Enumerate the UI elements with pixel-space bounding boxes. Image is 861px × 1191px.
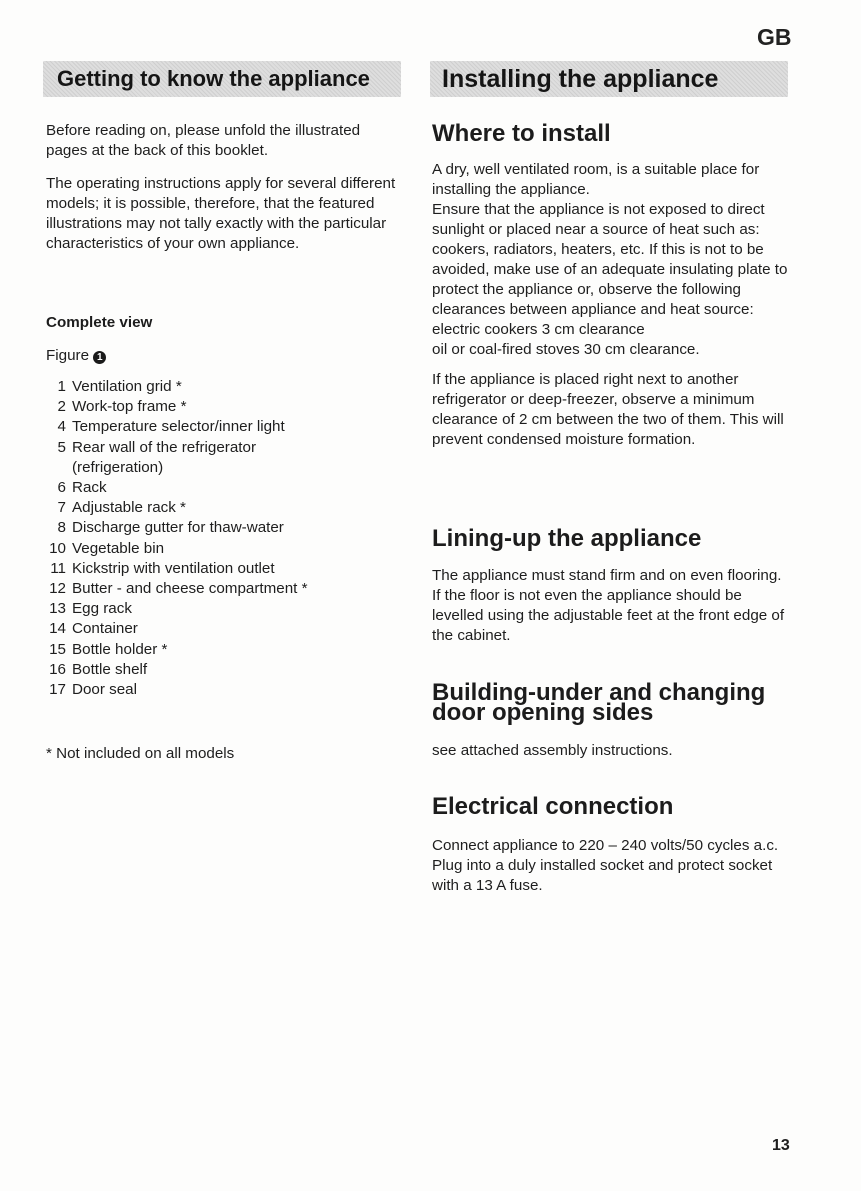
building-under-title: Building-under and changing door opening sides [432, 679, 766, 726]
section-heading-getting-to-know: Getting to know the appliance [43, 61, 401, 97]
list-item-number: 6 [57, 479, 66, 497]
list-item-text: Vegetable bin [72, 539, 165, 557]
list-item-text: Kickstrip with ventilation outlet [72, 559, 275, 577]
list-item [46, 599, 308, 619]
list-item-number: 1 [57, 378, 66, 395]
list-item-text: Adjustable rack * [72, 499, 186, 517]
figure-number-badge: 1 [93, 351, 106, 364]
list-item-number: 7 [57, 499, 66, 517]
complete-view-title: Complete view [46, 314, 153, 331]
list-item-number: 14 [49, 620, 66, 638]
building-under-p1: see attached assembly instructions. [432, 742, 673, 759]
list-item-number: 16 [49, 660, 66, 678]
where-to-install-p1: A dry, well ventilated room, is a suitable place for installing the appliance. [432, 161, 760, 198]
figure-reference [46, 346, 404, 366]
list-item-number: 8 [57, 519, 66, 537]
language-code: GB [757, 24, 792, 50]
list-item-number [46, 458, 66, 478]
list-item [46, 559, 308, 579]
lining-up-title: Lining-up the appliance [432, 525, 702, 552]
list-item [46, 397, 308, 417]
list-item [46, 478, 308, 498]
intro-text-1: Before reading on, please unfold the illustrated pages at the back of this booklet. [46, 122, 361, 159]
list-item-text: Ventilation grid * [72, 378, 182, 395]
list-item [46, 518, 308, 538]
page-number: 13 [772, 1137, 790, 1154]
list-item [46, 660, 308, 680]
intro-paragraph-2 [46, 174, 404, 254]
list-item [46, 640, 308, 660]
lining-up-p1: The appliance must stand firm and on even flooring. If the floor is not even the appliance should be levelled using the adjustable feet at the front edge of the cabinet. [432, 567, 785, 644]
electrical-connection-body [432, 836, 790, 896]
intro-paragraph-1 [46, 121, 404, 161]
parts-list [46, 377, 308, 700]
where-to-install-body [432, 160, 790, 450]
where-to-install-p4: oil or coal-fired stoves 30 cm clearance. [432, 341, 700, 358]
electrical-connection-title: Electrical connection [432, 793, 674, 820]
where-to-install-p5: If the appliance is placed right next to another refrigerator or deep-freezer, observe a minimum clearance of 2 cm between the two of them. This will prevent condensed moisture formation. [432, 371, 784, 448]
list-item-number: 11 [50, 559, 66, 577]
list-item-text: Container [72, 620, 138, 638]
electrical-connection-p1: Connect appliance to 220 – 240 volts/50 cycles a.c. Plug into a duly installed socket and protect socket with a 13 A fuse. [432, 837, 779, 894]
list-item-number: 4 [57, 418, 66, 436]
list-item-text: Discharge gutter for thaw-water [72, 519, 284, 537]
list-item-number: 13 [49, 600, 66, 618]
list-item-text: Rack [72, 479, 107, 497]
building-under-body [432, 741, 790, 761]
where-to-install-p2: Ensure that the appliance is not exposed to direct sunlight or placed near a source of heat such as: cookers, radiators, heaters, etc. If this is not to be avoided, make use of an adequate insulating plate to protect the appliance or, observe the following clearances between appliance and heat source: [432, 201, 788, 318]
list-item [46, 458, 308, 478]
footnote: * Not included on all models [46, 745, 235, 762]
list-item-number: 17 [49, 681, 66, 699]
where-to-install-p3: electric cookers 3 cm clearance [432, 321, 645, 338]
list-item [46, 680, 308, 700]
list-item-number: 5 [57, 438, 66, 456]
list-item [46, 438, 308, 458]
lining-up-body [432, 566, 790, 646]
list-item-text: Butter - and cheese compartment * [72, 580, 308, 598]
list-item [46, 579, 308, 599]
list-item-number: 12 [49, 580, 66, 598]
list-item [46, 417, 308, 437]
list-item-text: Work-top frame * [72, 398, 187, 416]
list-item-number: 15 [49, 640, 66, 658]
list-item-text: Door seal [72, 681, 137, 699]
list-item-text: Temperature selector/inner light [72, 418, 285, 436]
list-item-text: Egg rack [72, 600, 132, 618]
list-item [46, 377, 308, 397]
list-item-number: 10 [49, 539, 66, 557]
list-item-text: Bottle holder * [72, 640, 168, 658]
list-item-text: (refrigeration) [72, 458, 164, 476]
list-item-number: 2 [57, 398, 66, 416]
list-item [46, 498, 308, 518]
list-item-text: Rear wall of the refrigerator [72, 438, 257, 456]
where-to-install-title: Where to install [432, 120, 611, 147]
intro-text-2: The operating instructions apply for several different models; it is possible, therefore, that the featured illustrations may not tally exactly with the particular characteristics of your own appliance. [46, 175, 396, 252]
list-item [46, 539, 308, 559]
figure-label: Figure [46, 347, 90, 364]
list-item [46, 619, 308, 639]
section-heading-installing: Installing the appliance [430, 61, 788, 97]
list-item-text: Bottle shelf [72, 660, 148, 678]
